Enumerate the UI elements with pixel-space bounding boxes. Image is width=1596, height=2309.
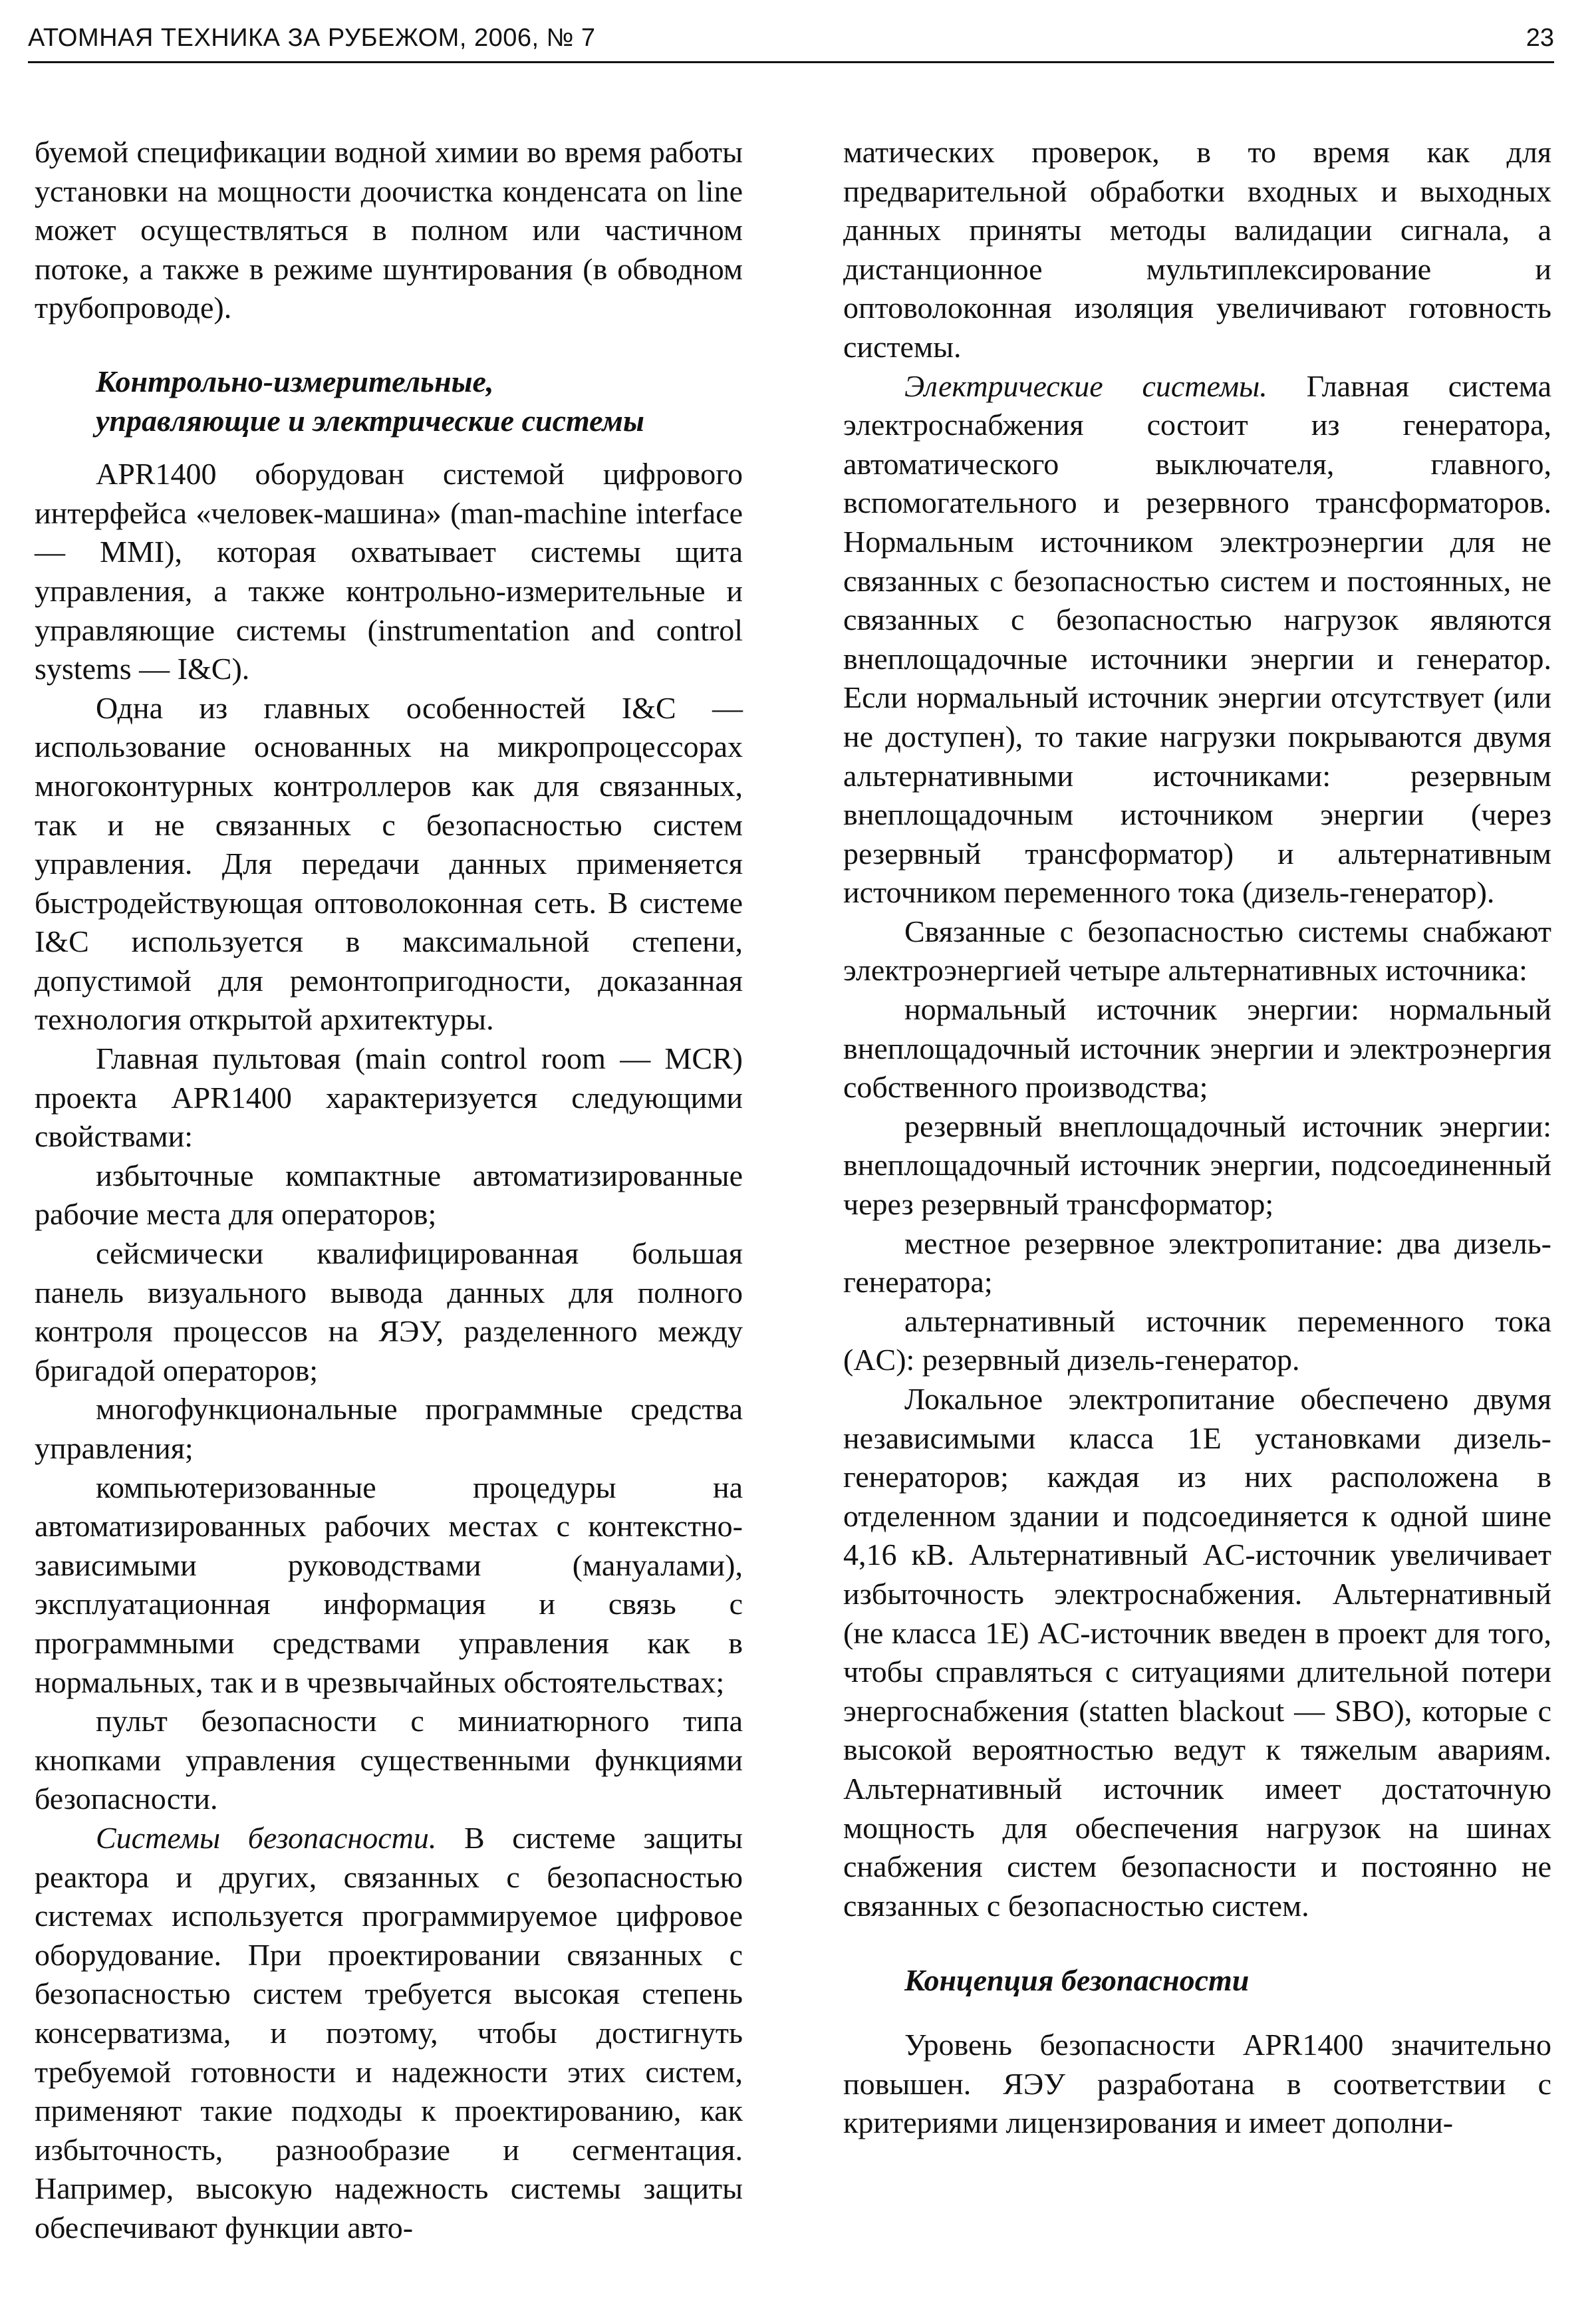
runin-heading: Электрические системы. <box>904 368 1267 403</box>
paragraph: Главная пультовая (main control room — MCR) проекта APR1400 характеризуется следующими свойствами: <box>35 1041 743 1154</box>
paragraph: APR1400 оборудован системой цифрового интерфейса «человек-машина» (man-machine interface — MMI), которая охватывает системы щита управления, а также контрольно-измерительные и управляющие системы (instrumentation and control systems — I&C). <box>35 457 743 686</box>
section-heading-line: Контрольно-измерительные, <box>96 364 494 398</box>
runin-heading: Системы безопасности. <box>96 1820 437 1855</box>
paragraph: буемой спецификации водной химии во время работы установки на мощности доочистка конденсата on line может осуществляться в полном или частичном потоке, а также в режиме шунтирования (в обводном трубопроводе). <box>35 135 743 325</box>
list-item: альтернативный источник переменного тока (AC): резервный дизель-генератор. <box>843 1303 1551 1377</box>
journal-title: АТОМНАЯ ТЕХНИКА ЗА РУБЕЖОМ, 2006, № 7 <box>28 24 596 52</box>
section-heading-line: управляющие и электрические системы <box>96 403 644 438</box>
right-column <box>843 133 1551 2143</box>
left-column <box>35 133 743 2247</box>
paragraph <box>35 1819 743 2248</box>
list-item: избыточные компактные автоматизированные рабочие места для операторов; <box>35 1158 743 1232</box>
list-item: многофункциональные программные средства управления; <box>35 1392 743 1465</box>
list-item: пульт безопасности с миниатюрного типа кнопками управления существенными функциями безопасности. <box>35 1704 743 1816</box>
list-item: сейсмически квалифицированная большая панель визуального вывода данных для полного контроля процессов на ЯЭУ, разделенного между бригадой операторов; <box>35 1236 743 1387</box>
paragraph-text: Главная система электроснабжения состоит из генератора, автоматического выключателя, главного, вспомогательного и резервного трансформаторов. Нормальным источником электроэнергии для не связанных с безопасностью систем и постоянных, не связанных с безопасностью нагрузок являются внеплощадочные источники энергии и генератор. Если нормальный источник энергии отсутствует (или не доступен), то такие нагрузки покрываются двумя альтернативными источниками: резервным внеплощадочным источником энергии (через резервный трансформатор) и альтернативным источником переменного тока (дизель-генератор). <box>843 368 1551 910</box>
section-heading-safety: Концепция безопасности <box>904 1963 1250 1998</box>
list-item: резервный внеплощадочный источник энергии: внеплощадочный источник энергии, подсоединенный через резервный трансформатор; <box>843 1109 1551 1222</box>
paragraph: матических проверок, в то время как для предварительной обработки входных и выходных данных приняты методы валидации сигнала, а дистанционное мультиплексирование и оптоволоконная изоляция увеличивают готовность системы. <box>843 135 1551 364</box>
paragraph: Уровень безопасности APR1400 значительно повышен. ЯЭУ разработана в соответствии с критериями лицензирования и имеет дополни- <box>843 2027 1551 2140</box>
paragraph: Локальное электропитание обеспечено двумя независимыми класса 1E установками дизель-генераторов; каждая из них расположена в отделенном здании и подсоединяется к одной шине 4,16 кВ. Альтернативный AC-источник увеличивает избыточность электроснабжения. Альтернативный (не класса 1E) AC-источник введен в проект для того, чтобы справляться с ситуациями длительной потери энергоснабжения (statten blackout — SBO), которые с высокой вероятностью ведут к тяжелым авариям. Альтернативный источник имеет достаточную мощность для обеспечения нагрузок на шинах снабжения систем безопасности и постоянно не связанных с безопасностью систем. <box>843 1382 1551 1923</box>
paragraph: Одна из главных особенностей I&C — использование основанных на микропроцессорах многоконтурных контроллеров как для связанных, так и не связанных с безопасностью систем управления. Для передачи данных применяется быстродействующая оптоволоконная сеть. В системе I&C используется в максимальной степени, допустимой для ремонтопригодности, доказанная технология открытой архитектуры. <box>35 690 743 1037</box>
section-heading-ic <box>35 362 743 440</box>
list-item: местное резервное электропитание: два дизель-генератора; <box>843 1226 1551 1299</box>
paragraph-text: В системе защиты реактора и других, связанных с безопасностью системах используется программируемое цифровое оборудование. При проектировании связанных с безопасностью систем требуется высокая степень консерватизма, и поэтому, чтобы достигнуть требуемой готовности и надежности этих систем, применяют такие подходы к проектированию, как избыточность, разнообразие и сегментация. Например, высокую надежность системы защиты обеспечивают функции авто- <box>35 1820 743 2244</box>
paragraph: Связанные с безопасностью системы снабжают электроэнергией четыре альтернативных источника: <box>843 914 1551 988</box>
page-number: 23 <box>1526 24 1554 52</box>
list-item: нормальный источник энергии: нормальный внеплощадочный источник энергии и электроэнергия собственного производства; <box>843 992 1551 1105</box>
header-rule <box>28 61 1554 63</box>
list-item: компьютеризованные процедуры на автоматизированных рабочих местах с контекстно-зависимыми руководствами (мануалами), эксплуатационная информация и связь с программными средствами управления как в нормальных, так и в чрезвычайных обстоятельствах; <box>35 1470 743 1699</box>
page-header <box>28 20 1554 63</box>
paragraph <box>843 367 1551 912</box>
